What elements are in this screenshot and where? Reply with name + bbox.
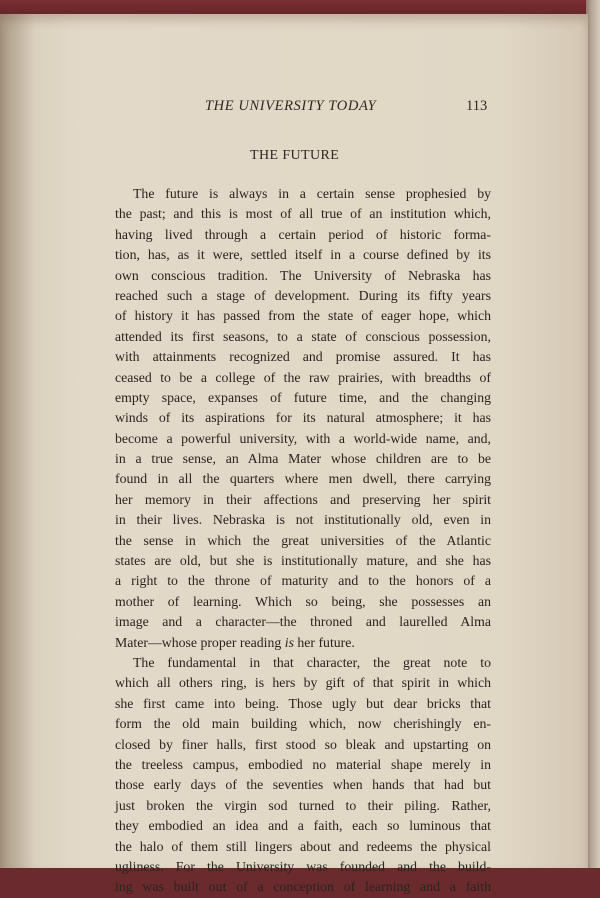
text-line: of history it has passed from the state of eager hope, which <box>115 308 491 324</box>
text-line: her memory in their affections and preserving her spirit <box>115 491 491 507</box>
text-line: The fundamental in that character, the great note to <box>133 654 491 670</box>
text-line: attended its first seasons, to a state of conscious possession, <box>115 328 491 344</box>
text-line: those early days of the seventies when hands that had but <box>115 777 491 793</box>
text-line: reached such a stage of development. During its fifty years <box>115 287 491 303</box>
text-line: in their lives. Nebraska is not institutionally old, even in <box>115 512 491 528</box>
text-line: she first came into being. Those ugly but dear bricks that <box>115 695 491 711</box>
text-line: found in all the quarters where men dwell, there carrying <box>115 471 491 487</box>
text-line: ugliness. For the University was founded and the build- <box>115 858 491 874</box>
text-line: image and a character—the throned and laurelled Alma <box>115 614 491 630</box>
text-fragment: Mater—whose proper reading <box>115 634 285 650</box>
text-line: the treeless campus, embodied no material shape merely in <box>115 756 491 772</box>
text-line: states are old, but she is institutionally mature, and she has <box>115 553 491 569</box>
text-line-final <box>115 633 491 653</box>
text-line: which all others ring, is hers by gift of that spirit in which <box>115 675 491 691</box>
body-text <box>115 184 491 898</box>
text-line: just broken the virgin sod turned to their piling. Rather, <box>115 797 491 813</box>
text-line: the halo of them still lingers about and redeems the physical <box>115 838 491 854</box>
text-line: mother of learning. Which so being, she possesses an <box>115 593 491 609</box>
paragraph-2 <box>115 653 491 898</box>
text-line: with attainments recognized and promise assured. It has <box>115 349 491 365</box>
page-gutter-shadow <box>0 14 34 868</box>
text-line: become a powerful university, with a world-wide name, and, <box>115 430 491 446</box>
text-line: the sense in which the great universities of the Atlantic <box>115 532 491 548</box>
text-line: closed by finer halls, first stood so bleak and upstarting on <box>115 736 491 752</box>
book-page-edges <box>586 0 600 868</box>
paragraph-1 <box>115 184 491 653</box>
italic-word: is <box>284 634 294 650</box>
page-number: 113 <box>466 98 488 114</box>
text-line: winds of its aspirations for its natural atmosphere; it has <box>115 410 491 426</box>
text-fragment: her future. <box>293 634 355 650</box>
text-line: empty space, expanses of future time, and the changing <box>115 389 491 405</box>
text-line: own conscious tradition. The University of Nebraska has <box>115 267 491 283</box>
book-page <box>0 14 588 895</box>
text-line: a right to the throne of maturity and to the honors of a <box>115 573 491 589</box>
text-line: they embodied an idea and a faith, each so luminous that <box>115 818 491 834</box>
text-line: ceased to be a college of the raw prairies, with breadths of <box>115 369 491 385</box>
text-line: in a true sense, an Alma Mater whose children are to be <box>115 451 491 467</box>
text-line: tion, has, as it were, settled itself in a course defined by its <box>115 247 491 263</box>
text-line: having lived through a certain period of historic forma- <box>115 226 491 242</box>
running-head-title: THE UNIVERSITY TODAY <box>205 98 377 114</box>
text-line: form the old main building which, now cherishingly en- <box>115 716 491 732</box>
section-title: THE FUTURE <box>250 148 340 163</box>
text-line: ing was built out of a conception of learning and a faith <box>115 879 491 895</box>
running-head <box>0 98 588 118</box>
text-line: the past; and this is most of all true of an institution which, <box>115 206 491 222</box>
text-line: The future is always in a certain sense prophesied by <box>133 186 491 201</box>
